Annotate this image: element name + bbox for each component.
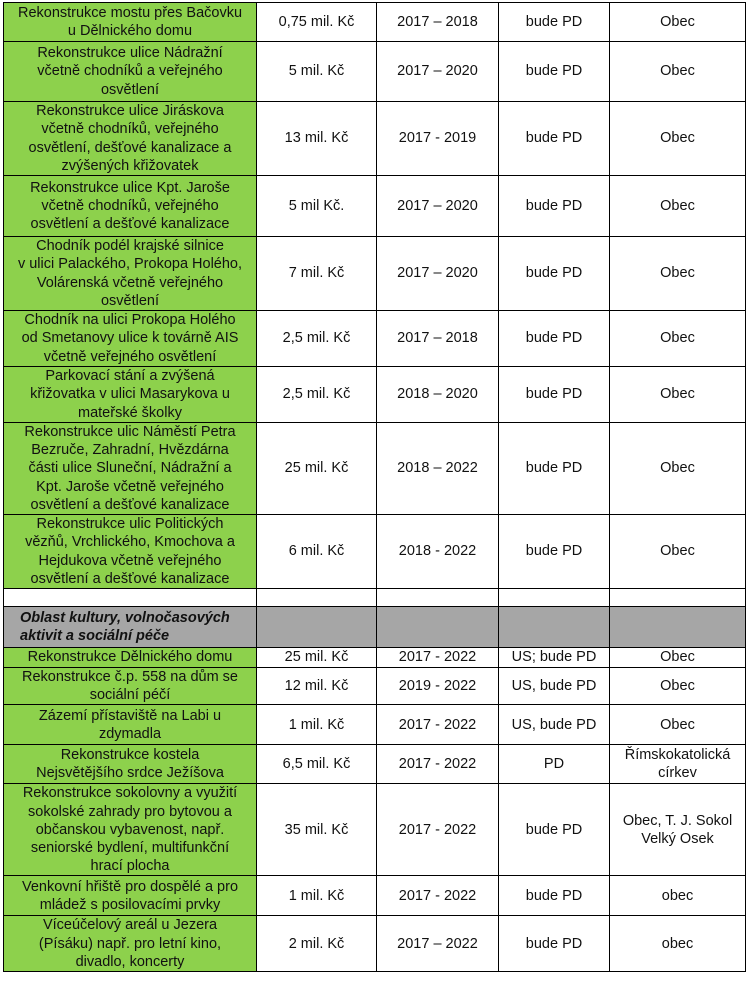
table-row xyxy=(4,784,746,876)
period-cell: 2017 - 2022 xyxy=(377,745,499,784)
cost-cell: 2 mil. Kč xyxy=(257,916,377,972)
status-cell: bude PD xyxy=(499,311,610,367)
cost-cell: 12 mil. Kč xyxy=(257,668,377,705)
period-cell: 2017 – 2020 xyxy=(377,237,499,311)
project-name-cell: Chodník podél krajské silnice v ulici Palackého, Prokopa Holého, Volárenská včetně veřejného osvětlení xyxy=(4,237,257,311)
cost-cell: 2,5 mil. Kč xyxy=(257,367,377,423)
cost-cell: 35 mil. Kč xyxy=(257,784,377,876)
table-row xyxy=(4,423,746,515)
project-table xyxy=(3,2,746,972)
table-row xyxy=(4,916,746,972)
status-cell: bude PD xyxy=(499,423,610,515)
owner-cell: obec xyxy=(610,876,746,916)
status-cell: bude PD xyxy=(499,784,610,876)
table-row xyxy=(4,3,746,42)
table-row xyxy=(4,176,746,237)
owner-cell: Obec, T. J. Sokol Velký Osek xyxy=(610,784,746,876)
period-cell xyxy=(377,607,499,648)
owner-cell: Obec xyxy=(610,42,746,102)
project-name-cell: Rekonstrukce Dělnického domu xyxy=(4,648,257,668)
project-name-cell: Rekonstrukce kostela Nejsvětějšího srdce Ježíšova xyxy=(4,745,257,784)
cost-cell: 1 mil. Kč xyxy=(257,876,377,916)
table-row xyxy=(4,648,746,668)
table-row xyxy=(4,515,746,589)
status-cell: US, bude PD xyxy=(499,705,610,745)
status-cell: bude PD xyxy=(499,237,610,311)
status-cell: US; bude PD xyxy=(499,648,610,668)
period-cell xyxy=(377,589,499,607)
owner-cell: Obec xyxy=(610,176,746,237)
cost-cell: 1 mil. Kč xyxy=(257,705,377,745)
cost-cell xyxy=(257,607,377,648)
owner-cell: Obec xyxy=(610,311,746,367)
cost-cell: 5 mil Kč. xyxy=(257,176,377,237)
owner-cell: Obec xyxy=(610,648,746,668)
table-row xyxy=(4,237,746,311)
table-row xyxy=(4,745,746,784)
status-cell xyxy=(499,607,610,648)
project-name-cell: Rekonstrukce ulice Kpt. Jaroše včetně chodníků, veřejného osvětlení a dešťové kanalizace xyxy=(4,176,257,237)
project-name-cell: Rekonstrukce sokolovny a využití sokolské zahrady pro bytovou a občanskou vybavenost, např. seniorské bydlení, multifunkční hrací plocha xyxy=(4,784,257,876)
period-cell: 2017 – 2020 xyxy=(377,42,499,102)
period-cell: 2017 – 2022 xyxy=(377,916,499,972)
period-cell: 2017 - 2022 xyxy=(377,876,499,916)
status-cell: bude PD xyxy=(499,42,610,102)
cost-cell: 13 mil. Kč xyxy=(257,102,377,176)
cost-cell: 6 mil. Kč xyxy=(257,515,377,589)
project-name-cell: Rekonstrukce ulic Náměstí Petra Bezruče, Zahradní, Hvězdárna části ulice Sluneční, Nádražní a Kpt. Jaroše včetně veřejného osvětlení a dešťové kanalizace xyxy=(4,423,257,515)
period-cell: 2017 – 2020 xyxy=(377,176,499,237)
status-cell: bude PD xyxy=(499,515,610,589)
status-cell: bude PD xyxy=(499,876,610,916)
cost-cell: 25 mil. Kč xyxy=(257,648,377,668)
project-name-cell: Venkovní hřiště pro dospělé a pro mládež s posilovacími prvky xyxy=(4,876,257,916)
spacer-row xyxy=(4,589,746,607)
owner-cell: Obec xyxy=(610,423,746,515)
project-table-body xyxy=(4,3,746,972)
owner-cell: Obec xyxy=(610,237,746,311)
project-name-cell: Rekonstrukce č.p. 558 na dům se sociální péčí xyxy=(4,668,257,705)
period-cell: 2017 - 2019 xyxy=(377,102,499,176)
status-cell: US, bude PD xyxy=(499,668,610,705)
status-cell: bude PD xyxy=(499,176,610,237)
period-cell: 2018 - 2022 xyxy=(377,515,499,589)
owner-cell: Obec xyxy=(610,705,746,745)
cost-cell: 25 mil. Kč xyxy=(257,423,377,515)
owner-cell: Obec xyxy=(610,3,746,42)
project-name-cell: Zázemí přístaviště na Labi u zdymadla xyxy=(4,705,257,745)
owner-cell: Římskokatolická církev xyxy=(610,745,746,784)
project-name-cell: Parkovací stání a zvýšená křižovatka v ulici Masarykova u mateřské školky xyxy=(4,367,257,423)
owner-cell: Obec xyxy=(610,367,746,423)
status-cell: bude PD xyxy=(499,3,610,42)
period-cell: 2018 – 2020 xyxy=(377,367,499,423)
owner-cell: obec xyxy=(610,916,746,972)
table-row xyxy=(4,42,746,102)
status-cell: bude PD xyxy=(499,102,610,176)
table-row xyxy=(4,876,746,916)
cost-cell: 0,75 mil. Kč xyxy=(257,3,377,42)
owner-cell: Obec xyxy=(610,102,746,176)
project-name-cell: Rekonstrukce mostu přes Bačovku u Dělnického domu xyxy=(4,3,257,42)
cost-cell: 6,5 mil. Kč xyxy=(257,745,377,784)
project-name-cell: Chodník na ulici Prokopa Holého od Smetanovy ulice k továrně AIS včetně veřejného osvětlení xyxy=(4,311,257,367)
project-name-cell: Rekonstrukce ulice Jiráskova včetně chodníků, veřejného osvětlení, dešťové kanalizace a zvýšených křižovatek xyxy=(4,102,257,176)
owner-cell: Obec xyxy=(610,668,746,705)
section-header-row xyxy=(4,607,746,648)
cost-cell: 5 mil. Kč xyxy=(257,42,377,102)
table-row xyxy=(4,705,746,745)
owner-cell: Obec xyxy=(610,515,746,589)
status-cell: PD xyxy=(499,745,610,784)
table-row xyxy=(4,311,746,367)
cost-cell: 2,5 mil. Kč xyxy=(257,311,377,367)
period-cell: 2019 - 2022 xyxy=(377,668,499,705)
status-cell xyxy=(499,589,610,607)
cost-cell: 7 mil. Kč xyxy=(257,237,377,311)
project-name-cell: Víceúčelový areál u Jezera (Písáku) např. pro letní kino, divadlo, koncerty xyxy=(4,916,257,972)
period-cell: 2017 – 2018 xyxy=(377,311,499,367)
period-cell: 2017 - 2022 xyxy=(377,784,499,876)
period-cell: 2018 – 2022 xyxy=(377,423,499,515)
period-cell: 2017 – 2018 xyxy=(377,3,499,42)
cost-cell xyxy=(257,589,377,607)
project-name-cell xyxy=(4,589,257,607)
status-cell: bude PD xyxy=(499,367,610,423)
period-cell: 2017 - 2022 xyxy=(377,648,499,668)
status-cell: bude PD xyxy=(499,916,610,972)
project-name-cell: Rekonstrukce ulic Politických vězňů, Vrchlického, Kmochova a Hejdukova včetně veřejného osvětlení a dešťové kanalizace xyxy=(4,515,257,589)
project-name-cell: Rekonstrukce ulice Nádražní včetně chodníků a veřejného osvětlení xyxy=(4,42,257,102)
owner-cell xyxy=(610,589,746,607)
section-title: Oblast kultury, volnočasových aktivit a sociální péče xyxy=(4,607,257,648)
period-cell: 2017 - 2022 xyxy=(377,705,499,745)
table-row xyxy=(4,367,746,423)
owner-cell xyxy=(610,607,746,648)
table-row xyxy=(4,102,746,176)
table-row xyxy=(4,668,746,705)
